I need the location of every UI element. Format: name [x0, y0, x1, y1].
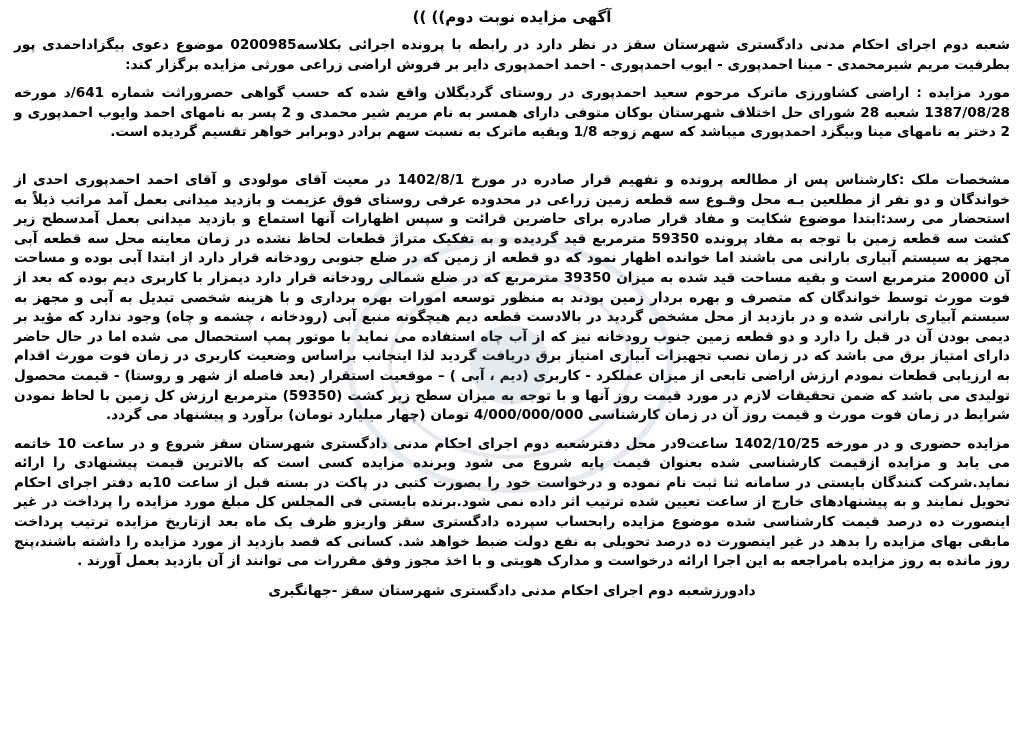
subject-label: مورد مزایده :	[916, 85, 1011, 102]
subject-text: اراضی کشاورزی ماترک مرحوم سعید احمدپوری در روستای گردیگلان واقع شده که حسب گواهی حصروراثت شماره 641/د مورخه 1387/08/28 شعبه 28 شورای حل اختلاف شهرستان بوکان متوفی دارای همسر به نام مریم شیر محمدی و 2 پسر به نامهای احمد وایوب احمدپوری و 2 دختر به نامهای مینا وبیگزد احمدپوری میباشد که سهم زوجه 1/8 وبقیه ماترک به نسبت سهم برادر دوبرابر خواهر تقسیم گردیده است.	[14, 85, 1010, 141]
notice-title: آگهی مزایده نوبت دوم)) ))	[412, 8, 612, 26]
intro-paragraph: شعبه دوم اجرای احکام مدنی دادگستری شهرستان سقز در نظر دارد در رابطه با پرونده اجرائی بکلاسه0200985 موضوع دعوی بیگزاداحمدی پور بطرفیت مریم شیرمحمدی - مینا احمدپوری - ایوب احمدپوری - احمد احمدپوری دایر بر فروش اراضی زراعی مورثی مزایده برگزار کند:	[14, 37, 1010, 73]
subject-paragraph	[14, 84, 1010, 143]
specs-text: کارشناس پس از مطالعه پرونده و تفهیم قرار صادره در مورخ 1402/8/1 در معیت آقای مولودی و آقای احمد احمدپوری احدی از خواندگان و دو نفر از مطلعین بـه محل وقـوع سه قطعه زمین زراعی در محدوده عرفی روستای فوق عزیمت و بازدید میدانی بعمل آمد مراتب ذیلاً به استحضار می رسد:ابتدا موضوع شکایت و مفاد قرار صادره برای حاضرین قرائت و سپس اظهارات آنها استماع و بازدید میدانی بعمل آمدسطح زیر کشت سه قطعه زمین با توجه به مفاد پرونده 59350 مترمربع قید گردیده و به تفکیک متراژ قطعات لحاظ نشده در زمان معاینه محل سه قطعه آبی مجهز به سیستم آبیاری بارانی می باشند اما خوانده اظهار نمود که دو قطعه از زمین که در ضلع جنوبی رودخانه قرار دارد از ابتدا آبی بوده و مساحت آن 20000 مترمربع است و بقیه مساحت قید شده به میزان 39350 مترمربع که در ضلع شمالی رودخانه قرار دارد دیمزار با کاربری دیم بوده که بعد از فوت مورث توسط خواندگان که متصرف و بهره بردار زمین بودند به منظور توسعه امورات بهره برداری و با هزینه شخصی تبدیل به آبی و مجهز به سیستم آبیاری بارانی شده و در بازدید از محل مشخص گردید در بالادست قطعه دیم هیچگونه منبع آبی (رودخانه ، چشمه و چاه) وجود ندارد که مؤید بر دیمی بودن آن در قبل را دارد و دو قطعه زمین جنوب رودخانه نیز که از آب چاه استفاده می نماید با موتور پمپ استحصال می شده اما در حال حاضر دارای امتیاز برق می باشد که در زمان نصب تجهیزات آبیاری امتیاز برق دریافت گردید لذا اینجانب براساس وضعیت کاربری در زمان فوت مورث اقدام به ارزیابی قطعات نمودم ارزش اراضی تابعی از میزان عملکرد - کاربری (دیم ، آبی ) – موقعیت استقرار (بعد فاصله از شهر و روستا) - قیمت محصول تولیدی می باشد که ضمن تحقیقات لازم در مورد قیمت روز آنها و با توجه به میزان سطح زیر کشت (59350) مترمربع ارزش کل زمین با لحاظ نمودن شرایط در زمان فوت مورث و قیمت روز آن در زمان کارشناسی 4/000/000/000 تومان (چهار میلیارد تومان) برآورد و پیشنهاد می گردد.	[14, 171, 1010, 424]
auction-terms-paragraph: مزایده حضوری و در مورخه 1402/10/25 ساعت9در محل دفترشعبه دوم اجرای احکام مدنی دادگستری شهرستان سقز شروع و در ساعت 10 خاتمه می یابد و مزایده ازقیمت کارشناسی شده بعنوان قیمت پایه شروع می شود وبرنده مزایده کسی است که بالاترین قیمت پیشنهادی را ارائه نماید.شرکت کنندگان بایستی در سامانه ثنا ثبت نام نموده و درخواست خود را بصورت کتبی در پاکت در بسته قبل از ساعت 10به دفتر اجرای احکام تحویل نمایند و به پیشنهادهای خارج از ساعت تعیین شده ترتیب اثر داده نمی شود.برنده بایستی فی المجلس کل مبلغ مورد مزایده را پرداخت در غیر اینصورت ده درصد قیمت کارشناسی شده موضوع مزایده رابحساب سپرده دادگستری سقز واریزو ظرف یک ماه بعد ازتاریخ مزایده ترتیب پرداخت مابقی بهای مزایده را بدهد در غیر اینصورت ده درصد تحویلی به نفع دولت ضبط خواهد شد. کسانی که قصد بازدید از مورد مزایده را داشته باشند،پنج روز مانده به روز مزایده بامراجعه به این اجرا ارائه درخواست و مدارک هویتی و با اخذ مجوز وفق مقررات می توانند از آن بازدید بعمل آورند .	[14, 435, 1010, 570]
property-specs-paragraph	[14, 171, 1010, 426]
auction-notice	[14, 0, 1010, 733]
signature-line: دادورزشعبه دوم اجرای احکام مدنی دادگستری شهرستان سقز -جهانگیری	[268, 582, 756, 599]
specs-label: مشخصات ملک :	[898, 171, 1010, 188]
